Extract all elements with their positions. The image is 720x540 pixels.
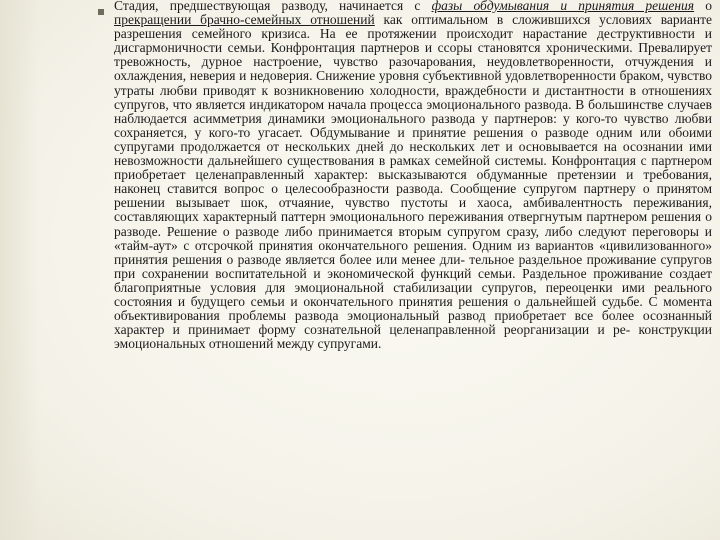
square-bullet-icon (98, 9, 104, 15)
paragraph-text-body: как оптимальном в сложившихся условиях варианте разрешения семейного кризиса. На ее протяжении происходит нарастание деструктивности и дисгармоничности семьи. Конфронтация партнеров и ссоры становятся хроническими. Превалирует тревожность, дурное настроение, чувство разочарования, неудовлетворенности, отчуждения и охлаждения, неверия и недоверия. Снижение уровня субъективной удовлетворенности браком, чувство утраты любви приводят к возникновению холодности, враждебности и дистантности в отношениях супругов, что является индикатором начала процесса эмоционального развода. В большинстве случаев наблюдается асимметрия динамики эмоционального развода у партнеров: у кого-то чувство любви сохраняется, у кого-то угасает. Обдумывание и принятие решения о разводе одним или обоими супругами продолжается от нескольких дней до нескольких лет и основывается на осознании ими невозможности дальнейшего существования в рамках семейной системы. Конфронтация с партнером приобретает целенаправленный характер: высказываются обдуманные претензии и требования, наконец ставится вопрос о целесообразности развода. Сообщение супругом партнеру о принятом решении вызывает шок, отчаяние, чувство пустоты и хаоса, амбивалентность переживания, составляющих характерный паттерн эмоционального переживания отвергнутым партнером решения о разводе. Решение о разводе либо принимается вторым супругом сразу, либо следуют переговоры и «тайм-аут» с отсрочкой принятия окончательного решения. Одним из вариантов «цивилизованного» принятия решения о разводе является более или менее дли- тельное раздельное проживание супругов при сохранении воспитательной и экономической функций семьи. Раздельное проживание создает благоприятные условия для эмоциональной стабилизации супругов, переоценки ими реального состояния и будущего семьи и окончательного принятия решения о дальнейшей судьбе. С момента объективирования проблемы развода эмоциональный развод приобретает все более осознанный характер и принимает форму сознательной целенаправленной реорганизации и ре- конструкции эмоциональных отношений между супругами. (114, 12, 713, 352)
paragraph-emphasis-termination: прекращении брачно-семейных отношений (114, 12, 375, 28)
paragraph-emphasis-phase: фазы обдумывания и принятия решения (431, 0, 695, 13)
slide-left-shade (0, 0, 40, 540)
paragraph-text-connector: о (694, 0, 712, 13)
paragraph-text-intro: Стадия, предшествующая разводу, начинается с (114, 0, 432, 13)
body-paragraph (114, 0, 712, 351)
